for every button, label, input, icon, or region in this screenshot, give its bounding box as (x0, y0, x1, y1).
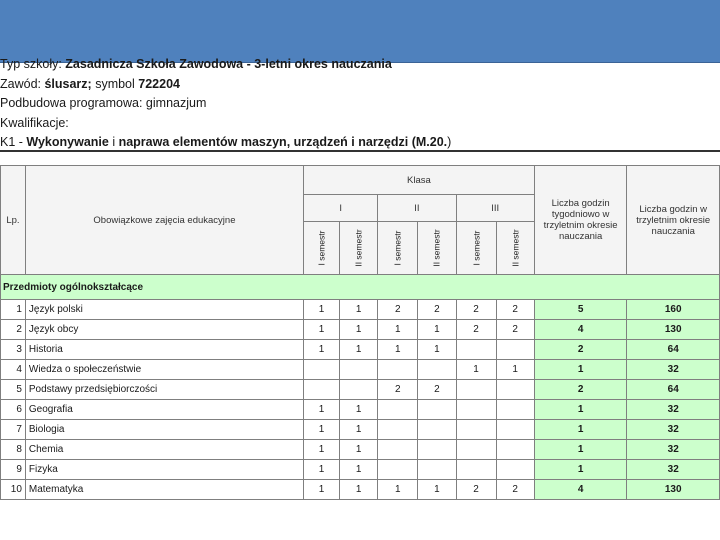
semester-hours: 2 (378, 300, 418, 320)
row-number: 9 (1, 460, 26, 480)
header-lp: Lp. (1, 166, 26, 275)
semester-hours (340, 380, 378, 400)
semester-hours (418, 400, 456, 420)
semester-hours (456, 420, 496, 440)
school-type-label: Typ szkoły: (0, 57, 66, 71)
subject-rows (1, 300, 720, 500)
semester-hours: 1 (378, 480, 418, 500)
total-hours: 32 (627, 400, 720, 420)
semester-hours: 1 (340, 340, 378, 360)
symbol-label: symbol (91, 76, 139, 91)
subject-name: Chemia (25, 440, 303, 460)
profession-value: ślusarz; (44, 76, 92, 91)
semester-hours (496, 460, 534, 480)
semester-hours: 1 (304, 460, 340, 480)
subject-name: Biologia (25, 420, 303, 440)
section-general-subjects: Przedmioty ogólnokształcące (1, 275, 720, 300)
total-hours: 32 (627, 440, 720, 460)
row-number: 3 (1, 340, 26, 360)
semester-hours: 1 (340, 480, 378, 500)
semester-hours (378, 440, 418, 460)
table-row (1, 300, 720, 320)
table-row (1, 460, 720, 480)
semester-hours: 1 (340, 300, 378, 320)
semester-hours: 2 (378, 380, 418, 400)
weekly-hours: 1 (534, 420, 627, 440)
semester-hours: 1 (418, 340, 456, 360)
semester-hours: 1 (340, 400, 378, 420)
semester-label: II semestr (431, 228, 442, 267)
weekly-hours: 1 (534, 460, 627, 480)
semester-hours: 1 (340, 460, 378, 480)
semester-header (418, 222, 456, 275)
table-row (1, 340, 720, 360)
row-number: 1 (1, 300, 26, 320)
header-total-hours: Liczba godzin w trzyletnim okresie nauczania (627, 166, 720, 275)
total-hours: 160 (627, 300, 720, 320)
class-iii: III (456, 195, 534, 222)
k1-code: M.20. (415, 135, 448, 149)
semester-hours (496, 380, 534, 400)
semester-hours (456, 400, 496, 420)
subject-name: Geografia (25, 400, 303, 420)
row-number: 10 (1, 480, 26, 500)
weekly-hours: 1 (534, 400, 627, 420)
total-hours: 64 (627, 340, 720, 360)
header-subject: Obowiązkowe zajęcia edukacyjne (25, 166, 303, 275)
semester-hours (456, 380, 496, 400)
total-hours: 32 (627, 460, 720, 480)
semester-hours (304, 380, 340, 400)
semester-hours: 1 (304, 420, 340, 440)
k1-part-b: i (108, 135, 119, 149)
semester-hours: 1 (304, 440, 340, 460)
semester-hours: 2 (496, 480, 534, 500)
semester-hours (496, 420, 534, 440)
total-hours: 32 (627, 360, 720, 380)
semester-hours (340, 360, 378, 380)
school-type-line (0, 55, 720, 75)
semester-hours: 2 (418, 380, 456, 400)
semester-hours (378, 360, 418, 380)
semester-label: I semestr (316, 230, 327, 265)
semester-hours (496, 340, 534, 360)
semester-hours (418, 360, 456, 380)
school-type-value: Zasadnicza Szkoła Zawodowa - 3-letni okres nauczania (65, 57, 392, 71)
semester-header (378, 222, 418, 275)
subject-name: Język polski (25, 300, 303, 320)
header-klasa: Klasa (304, 166, 535, 195)
row-number: 6 (1, 400, 26, 420)
semester-hours: 2 (456, 320, 496, 340)
table-row (1, 440, 720, 460)
subject-name: Język obcy (25, 320, 303, 340)
semester-hours: 1 (378, 340, 418, 360)
weekly-hours: 4 (534, 480, 627, 500)
semester-hours: 1 (378, 320, 418, 340)
table-row (1, 320, 720, 340)
semester-hours: 1 (418, 320, 456, 340)
row-number: 2 (1, 320, 26, 340)
semester-label: I semestr (392, 230, 403, 265)
subject-name: Matematyka (25, 480, 303, 500)
weekly-hours: 1 (534, 360, 627, 380)
semester-label: II semestr (353, 228, 364, 267)
semester-hours: 2 (496, 300, 534, 320)
semester-hours: 2 (456, 480, 496, 500)
semester-hours: 1 (418, 480, 456, 500)
k1-prefix: K1 - (0, 135, 27, 149)
semester-hours: 1 (456, 360, 496, 380)
k1-end: ) (447, 135, 452, 149)
school-info (0, 55, 720, 153)
semester-hours: 1 (304, 400, 340, 420)
semester-hours: 1 (304, 340, 340, 360)
semester-hours (378, 460, 418, 480)
semester-hours (496, 440, 534, 460)
table-row (1, 360, 720, 380)
profession-line (0, 75, 720, 95)
semester-hours (418, 460, 456, 480)
semester-hours: 1 (340, 320, 378, 340)
semester-hours: 1 (304, 300, 340, 320)
semester-hours (418, 420, 456, 440)
curriculum-table (0, 165, 720, 500)
semester-hours (378, 400, 418, 420)
weekly-hours: 5 (534, 300, 627, 320)
class-ii: II (378, 195, 456, 222)
weekly-hours: 2 (534, 340, 627, 360)
divider-thick (0, 150, 720, 152)
semester-hours (456, 340, 496, 360)
header-weekly-hours: Liczba godzin tygodniowo w trzyletnim okresie nauczania (534, 166, 627, 275)
weekly-hours: 2 (534, 380, 627, 400)
semester-hours: 1 (304, 480, 340, 500)
weekly-hours: 4 (534, 320, 627, 340)
profession-label: Zawód: (0, 76, 45, 91)
semester-hours: 2 (496, 320, 534, 340)
total-hours: 130 (627, 480, 720, 500)
row-number: 8 (1, 440, 26, 460)
semester-header (340, 222, 378, 275)
table-row (1, 420, 720, 440)
semester-hours (418, 440, 456, 460)
row-number: 4 (1, 360, 26, 380)
table-row (1, 400, 720, 420)
semester-header (496, 222, 534, 275)
semester-hours: 1 (340, 420, 378, 440)
total-hours: 64 (627, 380, 720, 400)
symbol-value: 722204 (138, 76, 180, 91)
k1-part-a: Wykonywanie (26, 135, 109, 149)
semester-hours: 2 (418, 300, 456, 320)
k1-part-c: naprawa elementów maszyn, urządzeń i narzędzi ( (118, 135, 416, 149)
semester-hours: 2 (456, 300, 496, 320)
semester-hours (378, 420, 418, 440)
semester-header (304, 222, 340, 275)
row-number: 7 (1, 420, 26, 440)
top-banner (0, 0, 720, 63)
subject-name: Wiedza o społeczeństwie (25, 360, 303, 380)
total-hours: 32 (627, 420, 720, 440)
semester-label: I semestr (471, 230, 482, 265)
semester-hours (456, 460, 496, 480)
semester-hours: 1 (340, 440, 378, 460)
semester-header (456, 222, 496, 275)
qualifications-heading: Kwalifikacje: (0, 115, 69, 130)
total-hours: 130 (627, 320, 720, 340)
subject-name: Historia (25, 340, 303, 360)
table-row (1, 380, 720, 400)
subject-name: Fizyka (25, 460, 303, 480)
subject-name: Podstawy przedsiębiorczości (25, 380, 303, 400)
program-base-line: Podbudowa programowa: gimnazjum (0, 96, 207, 110)
semester-hours (496, 400, 534, 420)
semester-hours: 1 (496, 360, 534, 380)
semester-hours (456, 440, 496, 460)
semester-label: II semestr (510, 228, 521, 267)
row-number: 5 (1, 380, 26, 400)
table-row (1, 480, 720, 500)
class-i: I (304, 195, 378, 222)
weekly-hours: 1 (534, 440, 627, 460)
semester-hours: 1 (304, 320, 340, 340)
semester-hours (304, 360, 340, 380)
